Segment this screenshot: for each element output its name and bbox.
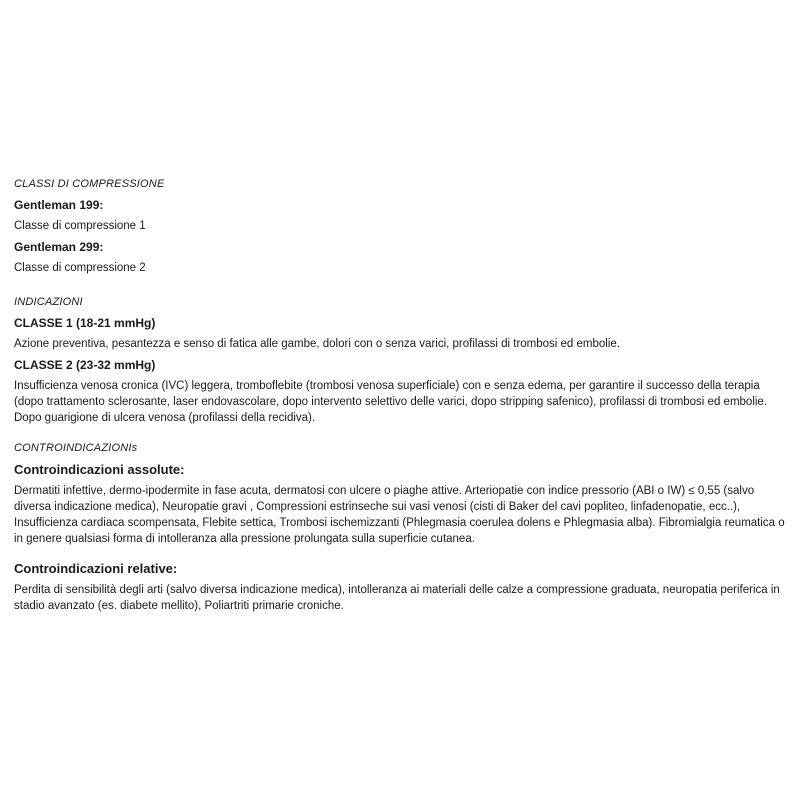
classe-1-label: CLASSE 1 (18-21 mmHg)	[14, 316, 156, 330]
product-label-gentleman-199: Gentleman 199:	[14, 198, 104, 212]
product-class-gentleman-199: Classe di compressione 1	[14, 220, 146, 232]
section-controindicazioni	[14, 440, 786, 614]
section-classi-di-compressione	[14, 176, 786, 276]
section-indicazioni	[14, 294, 786, 426]
classe-1-indications-text: Azione preventiva, pesantezza e senso di fatica alle gambe, dolori con o senza varici, profilassi di trombosi ed embolie.	[14, 338, 620, 350]
controindicazioni-relative-text: Perdita di sensibilità degli arti (salvo diversa indicazione medica), intolleranza ai materiali delle calze a compressione graduata, neuropatia periferica in stadio avanzato (es. diabete mellito), Poliartriti primarie croniche.	[14, 584, 780, 612]
classe-2-label: CLASSE 2 (23-32 mmHg)	[14, 358, 156, 372]
controindicazioni-assolute-label: Controindicazioni assolute:	[14, 462, 185, 477]
controindicazioni-relative-label: Controindicazioni relative:	[14, 561, 178, 576]
controindicazioni-assolute-text: Dermatiti infettive, dermo-ipodermite in fase acuta, dermatosi con ulcere o piaghe attive. Arteriopatie con indice pressorio (ABI o IW) ≤ 0,55 (salvo diversa indicazione medica), Neuropatie gravi , Compressioni estrinseche sui vasi venosi (cisti di Baker del cavi popliteo, linfadenopatie, ecc..), Insufficienza cardiaca scompensata, Flebite settica, Trombosi ischemizzanti (Phlegmasia coerulea dolens e Phlegmasia alba). Fibromialgia reumatica o in genere qualsiasi forma di intolleranza alla pressione prolungata sulla superficie cutanea.	[14, 485, 785, 545]
classe-2-indications-text: Insufficienza venosa cronica (IVC) leggera, tromboflebite (trombosi venosa superficiale) con e senza edema, per garantire il successo della terapia (dopo trattamento sclerosante, laser endovascolare, dopo intervento selettivo delle varici, dopo stripping safenico), profilassi di trombosi ed embolie. Dopo guarigione di ulcera venosa (profilassi della recidiva).	[14, 380, 768, 424]
section-heading-indicazioni: INDICAZIONI	[14, 296, 83, 308]
product-label-gentleman-299: Gentleman 299:	[14, 240, 104, 254]
section-heading-classi-di-compressione: CLASSI DI COMPRESSIONE	[14, 178, 165, 190]
product-class-gentleman-299: Classe di compressione 2	[14, 262, 146, 274]
section-heading-controindicazioni: CONTROINDICAZIONIs	[14, 442, 138, 454]
